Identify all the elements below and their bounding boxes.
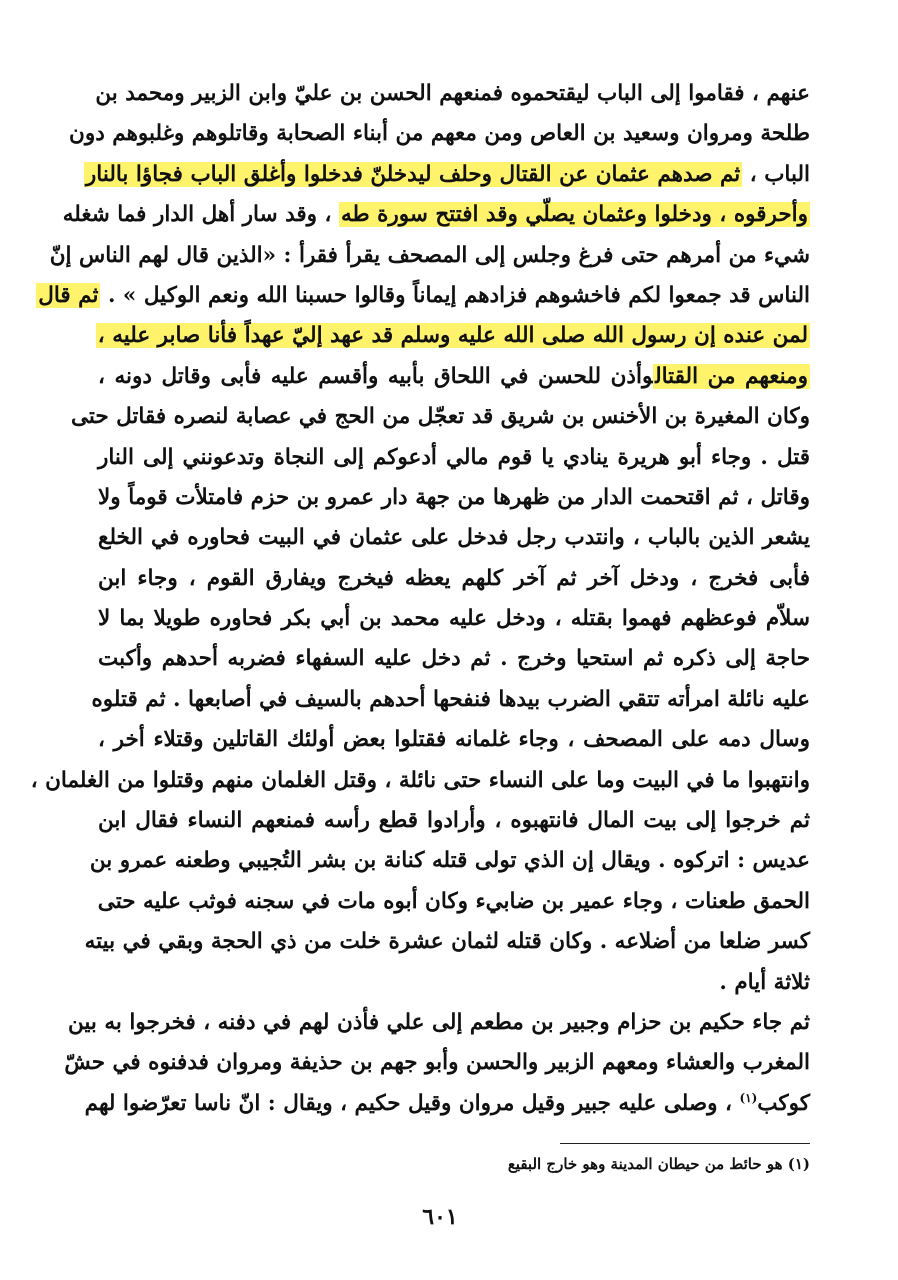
text-segment: ثم خرجوا إلى بيت المال فانتهبوه ، وأرادوا قطع رأسه فمنعهم النساء فقال ابن — [98, 808, 810, 834]
highlighted-text: لمن عنده إن رسول الله صلى الله عليه وسلم قد عهد إليّ عهداً فأنا صابر عليه ، — [97, 323, 808, 349]
text-segment: عديس : اتركوه . ويقال إن الذي تولى قتله كنانة بن بشر التُجيبي وطعنه عمرو بن — [89, 848, 810, 874]
text-segment: الحمق طعنات ، وجاء عمير بن ضابيء وكان أبوه مات في سجنه فوثب عليه حتى — [97, 888, 810, 914]
text-line — [98, 801, 810, 841]
text-segment: ، وصلى عليه جبير وقيل مروان وقيل حكيم ، ويقال : انّ ناسا تعرّضوا لهم — [84, 1090, 740, 1116]
text-segment: الناس قد جمعوا لكم فاخشوهم فزادهم إيماناً وقالوا حسبنا الله ونعم الوكيل » . — [100, 282, 810, 308]
text-line — [30, 761, 810, 801]
text-line — [70, 397, 810, 437]
text-segment: فأبى فخرج ، ودخل آخر ثم آخر كلهم يعظه فيخرج ويفارق القوم ، وجاء ابن — [98, 565, 810, 591]
text-segment: وانتهبوا ما في البيت وما على النساء حتى نائلة ، وقتل الغلمان منهم وقتلوا من الغلمان ، — [30, 767, 810, 793]
text-line — [68, 1003, 810, 1043]
highlighted-text: ثم صدهم عثمان عن القتال وحلف ليدخلنّ فدخلوا وأغلق الباب فجاؤا بالنار — [85, 161, 741, 187]
text-segment: عنهم ، فقاموا إلى الباب ليقتحموه فمنعهم الحسن بن عليّ وابن الزبير ومحمد بن — [95, 81, 810, 106]
text-line — [84, 922, 810, 962]
text-segment: وقاتل ، ثم اقتحمت الدار من ظهرها من جهة دار عمرو بن حزم فامتلأت قوماً ولا — [98, 484, 810, 510]
footnote-reference: (١) — [739, 1090, 758, 1105]
text-segment: عليه نائلة امرأته تتقي الضرب بيدها فنفحها أحدهم بالسيف في أصابعها . ثم قتلوه — [91, 686, 810, 712]
text-line — [98, 478, 810, 518]
text-segment: الباب ، — [742, 161, 810, 187]
text-line — [98, 882, 810, 922]
footnote-separator — [560, 1143, 810, 1144]
text-line — [98, 518, 810, 558]
text-line — [98, 599, 810, 639]
text-line — [98, 963, 810, 1003]
highlighted-text: ومنعهم من القتال — [655, 363, 808, 389]
text-line — [84, 1084, 810, 1124]
text-segment: ، وقد سار أهل الدار فما شغله — [62, 202, 339, 228]
text-segment: وكان المغيرة بن الأخنس بن شريق قد تعجّل من الحج في عصابة لنصره فقاتل حتى — [70, 404, 810, 430]
text-segment: كوكب — [757, 1090, 810, 1116]
text-line — [98, 357, 810, 397]
text-line — [91, 680, 810, 720]
text-line — [64, 1043, 810, 1083]
text-line — [98, 438, 810, 478]
highlighted-text: ثم قال — [38, 282, 99, 308]
text-segment: ثم جاء حكيم بن حزام وجبير بن مطعم إلى علي فأذن لهم في دفنه ، فخرجوا به بين — [68, 1009, 810, 1035]
text-line — [49, 236, 810, 276]
text-line — [62, 195, 810, 235]
text-line — [89, 841, 810, 881]
text-segment: شيء من أمرهم حتى فرغ وجلس إلى المصحف يقرأ فقرأ : «الذين قال لهم الناس إنّ — [49, 242, 810, 268]
highlighted-text: وأحرقوه ، ودخلوا وعثمان يصلّي وقد افتتح سورة طه — [340, 202, 808, 228]
text-segment: وسال دمه على المصحف ، وجاء غلمانه فقتلوا بعض أولئك القاتلين وقتلاء أخر ، — [98, 727, 810, 753]
text-segment: قتل . وجاء أبو هريرة ينادي يا قوم مالي أدعوكم إلى النجاة وتدعونني إلى النار — [98, 444, 810, 470]
text-segment: حاجة إلى ذكره ثم استحيا وخرج . ثم دخل عليه السفهاء فضربه أحدهم وأكبت — [98, 646, 810, 672]
text-segment: ثلاثة أيام . — [719, 969, 810, 995]
text-segment: وأذن للحسن في اللحاق بأبيه وأقسم عليه فأبى وقاتل دونه ، — [98, 363, 654, 389]
text-line — [85, 155, 810, 195]
body-text — [30, 74, 810, 1124]
text-segment: طلحة ومروان وسعيد بن العاص ومن معهم من أبناء الصحابة وقاتلوهم وغلبوهم دون — [69, 121, 810, 147]
text-segment: كسر ضلعا من أضلاعه . وكان قتله لثمان عشرة خلت من ذي الحجة وبقي في بيته — [84, 929, 810, 955]
footnote: (١) هو حائط من حيطان المدينة وهو خارج البقيع — [507, 1155, 810, 1173]
text-line — [98, 639, 810, 679]
text-segment: يشعر الذين بالباب ، وانتدب رجل فدخل على عثمان في البيت فحاوره في الخلع — [98, 525, 810, 551]
text-line — [95, 74, 810, 114]
text-line — [98, 720, 810, 760]
text-line — [98, 559, 810, 599]
text-segment: سلاّم فوعظهم فهموا بقتله ، ودخل عليه محمد بن أبي بكر فحاوره طويلا بما لا — [98, 606, 810, 632]
text-line — [69, 114, 810, 154]
page-number: ٦٠١ — [422, 1204, 458, 1230]
text-segment: المغرب والعشاء ومعهم الزبير والحسن وأبو جهم بن حذيفة ومروان فدفنوه في حشّ — [64, 1050, 810, 1076]
text-line — [38, 276, 810, 316]
text-line — [98, 316, 810, 356]
